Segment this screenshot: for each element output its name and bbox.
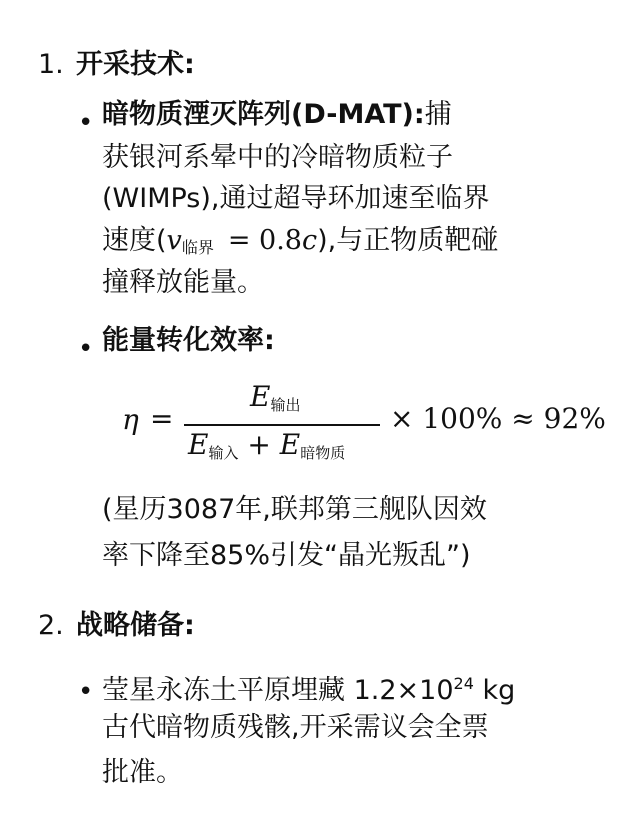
bullet-icon: • <box>78 334 94 364</box>
bullet-icon: • <box>78 108 94 138</box>
section-2-heading <box>38 603 195 642</box>
bullet-1-line-2: 获银河系晕中的冷暗物质粒子 <box>102 142 453 173</box>
velocity-value: = 0.8 <box>227 225 302 256</box>
reserve-line-2: 古代暗物质残骸,开采需议会全票 <box>102 712 489 743</box>
reserve-unit: kg <box>482 675 516 706</box>
note-line-1: (星历3087年,联邦第三舰队因效 <box>102 494 487 525</box>
note-line-2: 率下降至85%引发“晶光叛乱”) <box>102 540 471 571</box>
bullet-icon: • <box>78 677 94 707</box>
line4-post: ),与正物质靶碰 <box>317 225 499 256</box>
line4-pre: 速度( <box>102 225 167 256</box>
formula-numerator: $E_{输出}$ <box>250 380 301 414</box>
formula-tail: × 100% ≈ 92% <box>390 402 606 435</box>
bullet-2-title: 能量转化效率: <box>102 325 275 356</box>
dmat-title: 暗物质湮灭阵列(D-MAT) <box>102 99 414 130</box>
velocity-subscript: 临界 <box>181 238 214 257</box>
light-speed-symbol: c <box>301 225 318 256</box>
fraction-bar <box>184 424 380 426</box>
dmat-line1-tail: 捕 <box>424 99 452 130</box>
formula-equals: = <box>150 402 174 435</box>
dmat-colon: : <box>413 99 425 130</box>
section-2-title: 战略储备: <box>76 610 195 641</box>
formula-eta: η <box>122 403 139 436</box>
section-1-heading <box>38 42 195 81</box>
formula-denominator: $E_{输入} + E_{暗物质}$ <box>188 428 346 462</box>
bullet-1-line-1 <box>102 98 452 132</box>
velocity-symbol: v <box>166 225 182 256</box>
reserve-line-1 <box>102 667 515 708</box>
reserve-line-3: 批准。 <box>102 757 183 788</box>
section-2-number: 2. <box>38 610 64 641</box>
efficiency-formula <box>112 380 612 470</box>
reserve-line1-pre: 莹星永冻土平原埋藏 <box>102 675 345 706</box>
bullet-1-line-3: (WIMPs),通过超导环加速至临界 <box>102 183 490 214</box>
reserve-mass: 1.2×10 <box>353 675 454 706</box>
section-1-number: 1. <box>38 49 64 80</box>
bullet-1-line-5: 撞释放能量。 <box>102 267 264 298</box>
section-1-title: 开采技术: <box>76 49 195 80</box>
bullet-1-line-4 <box>102 224 498 265</box>
reserve-exponent: 24 <box>453 674 474 693</box>
